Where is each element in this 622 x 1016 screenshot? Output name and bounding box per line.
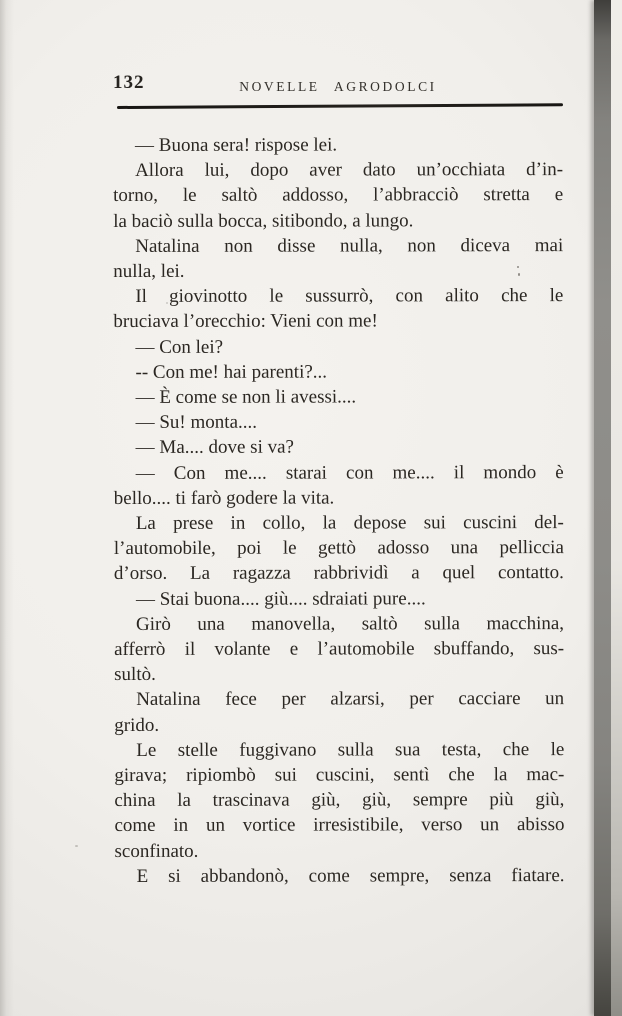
page-edge-band [594, 0, 611, 1016]
text-line: E si abbandonò, come sempre, senza fiatare. [136, 864, 565, 887]
left-edge-shadow [0, 0, 14, 1016]
page-number: 132 [113, 72, 145, 93]
scan-speck [75, 845, 78, 847]
text-line: nulla, lei. [113, 260, 185, 283]
text-line: — Ma.... dove si va? [135, 437, 294, 459]
text-line: grido. [114, 714, 160, 736]
text-line: Girò una manovella, saltò sulla macchina, [136, 612, 565, 635]
text-line: d’orso. La ragazza rabbrividì a quel contatto. [113, 562, 564, 585]
text-line: girava; ripiombò sui cuscini, sentì che la mac- [114, 764, 565, 787]
scan-speck [518, 273, 520, 276]
text-line: sconfinato. [114, 840, 199, 862]
text-line: La prese in collo, la depose sui cuscini del- [135, 512, 564, 534]
text-line: Natalina non disse nulla, non diceva mai [135, 234, 564, 257]
text-line: sultò. [114, 664, 156, 686]
scan-speck [517, 266, 519, 268]
page-edge-sliver [611, 0, 622, 1016]
text-line: — Con lei? [135, 336, 224, 358]
text-line: bello.... ti farò godere la vita. [113, 487, 335, 509]
header-rule [117, 103, 563, 108]
text-line: Allora lui, dopo aver dato un’occhiata d’in- [135, 159, 564, 182]
text-line: — Su! monta.... [135, 411, 258, 434]
text-line: l’automobile, poi le gettò adosso una pelliccia [113, 537, 564, 560]
text-line: torno, le saltò addosso, l’abbracciò stretta e [113, 184, 564, 207]
text-line: Natalina fece per alzarsi, per cacciare un [136, 688, 565, 711]
text-line: — Con me.... starai con me.... il mondo è [135, 461, 564, 484]
text-line: come in un vortice irresistibile, verso un abisso [114, 814, 565, 837]
text-block [113, 132, 565, 889]
text-line: — Buona sera! rispose lei. [135, 134, 338, 156]
text-line: Le stelle fuggivano sulla sua testa, che le [136, 738, 565, 761]
text-line: china la trascinava giù, giù, sempre più giù, [114, 789, 565, 812]
text-line: Il giovinotto le sussurrò, con alito che le [135, 285, 564, 308]
text-line: afferrò il volante e l’automobile sbuffando, sus- [114, 638, 565, 661]
text-line: bruciava l’orecchio: Vieni con me! [113, 310, 378, 333]
text-line: -- Con me! hai parenti?... [135, 361, 328, 383]
text-line: — Stai buona.... giù.... sdraiati pure.... [135, 588, 426, 610]
running-head: NOVELLE AGRODOLCI [239, 79, 437, 94]
scan-speck [166, 302, 168, 304]
text-line: la baciò sulla bocca, sitibondo, a lungo. [113, 209, 414, 232]
text-line: — È come se non li avessi.... [135, 386, 357, 408]
